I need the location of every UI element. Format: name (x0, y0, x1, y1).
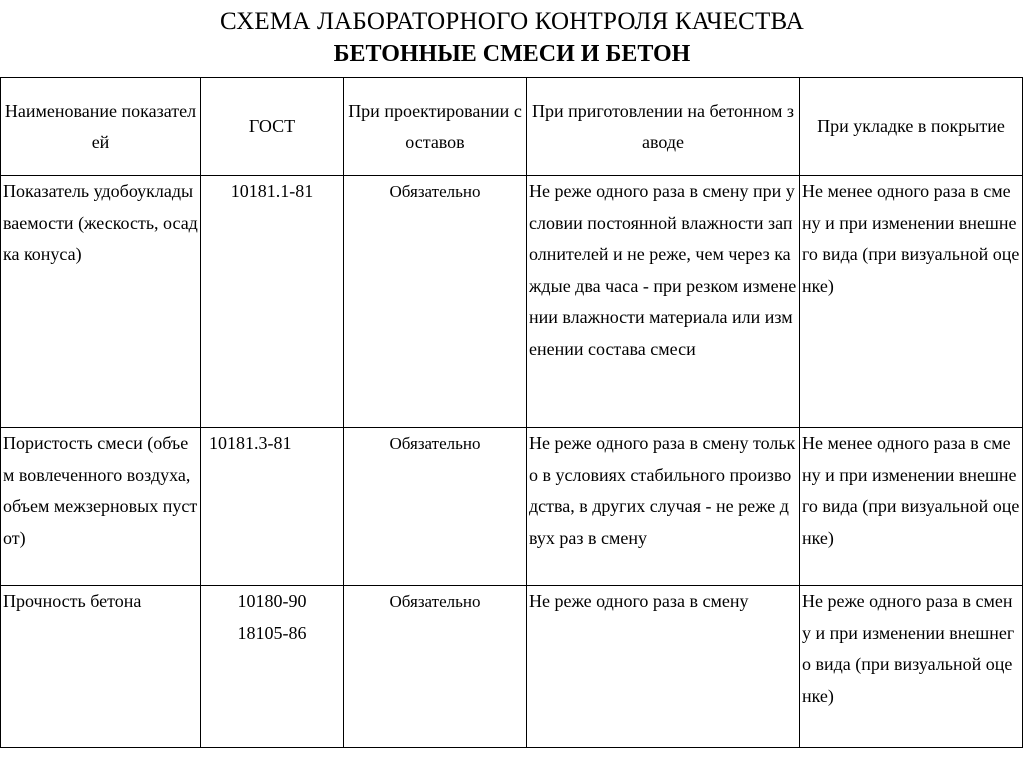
cell-gost (201, 428, 344, 586)
title-line-1: СХЕМА ЛАБОРАТОРНОГО КОНТРОЛЯ КАЧЕСТВА (219, 8, 805, 35)
cell-plant: Не реже одного раза в смену при условии постоянной влажности заполнителей и не реже, чем через каждые два часа - при резком изменении влажности материала или изменении состава смеси (527, 176, 800, 428)
cell-indicator-name: Показатель удобоукладываемости (жескость, осадка конуса) (1, 176, 201, 428)
table-row (1, 428, 1023, 586)
quality-control-table (0, 77, 1023, 748)
column-header-design: При проектировании составов (344, 78, 527, 176)
cell-indicator-name: Прочность бетона (1, 586, 201, 748)
column-header-gost: ГОСТ (201, 78, 344, 176)
cell-design: Обязательно (344, 428, 527, 586)
cell-plant: Не реже одного раза в смену только в условиях стабильного производства, в других случая - не реже двух раз в смену (527, 428, 800, 586)
gost-code: 10180-90 (237, 591, 307, 611)
cell-indicator-name: Пористость смеси (объем вовлеченного воздуха, объем межзерновых пустот) (1, 428, 201, 586)
cell-laying: Не менее одного раза в смену и при изменении внешнего вида (при визуальной оценке) (800, 428, 1023, 586)
gost-code: 10181.3-81 (209, 433, 292, 453)
cell-gost (201, 176, 344, 428)
cell-laying: Не реже одного раза в смену и при изменении внешнего вида (при визуальной оценке) (800, 586, 1023, 748)
title-line-2: БЕТОННЫЕ СМЕСИ И БЕТОН (333, 41, 691, 67)
column-header-plant: При приготовлении на бетонном заводе (527, 78, 800, 176)
table-row (1, 586, 1023, 748)
gost-code: 10181.1-81 (230, 181, 314, 201)
cell-laying: Не менее одного раза в смену и при изменении внешнего вида (при визуальной оценке) (800, 176, 1023, 428)
cell-design: Обязательно (344, 176, 527, 428)
table-row (1, 176, 1023, 428)
column-header-laying: При укладке в покрытие (800, 78, 1023, 176)
gost-code: 18105-86 (237, 622, 307, 643)
cell-plant: Не реже одного раза в смену (527, 586, 800, 748)
cell-gost (201, 586, 344, 748)
column-header-name: Наименование показателей (1, 78, 201, 176)
page-title (0, 6, 1024, 70)
cell-design: Обязательно (344, 586, 527, 748)
table-header-row (1, 78, 1023, 176)
